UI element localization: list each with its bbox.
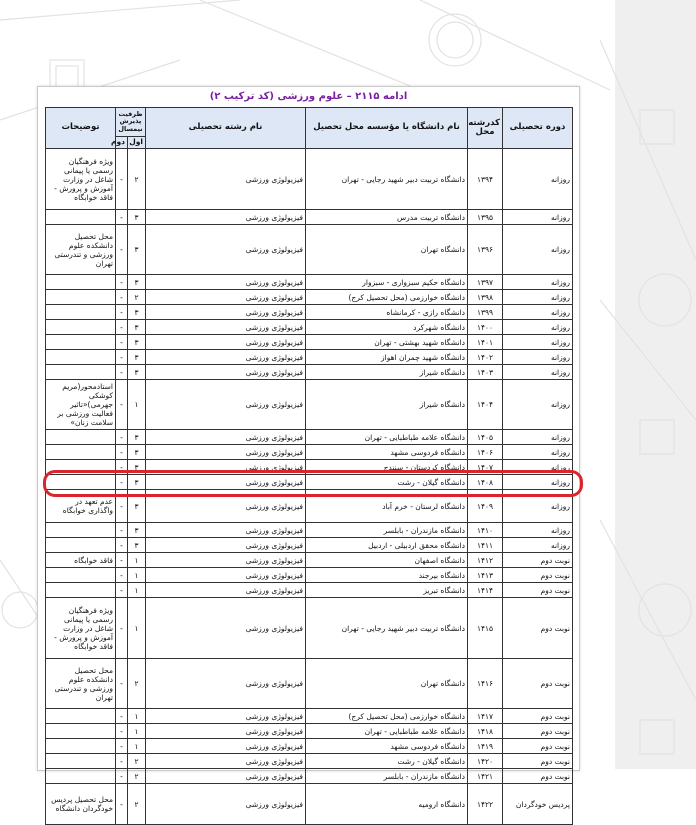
cell-period: نوبت دوم	[503, 769, 573, 784]
cell-first: ۳	[128, 305, 146, 320]
cell-notes	[46, 583, 116, 598]
cell-first: ۳	[128, 475, 146, 490]
cell-second: -	[116, 769, 128, 784]
cell-period: نوبت دوم	[503, 659, 573, 709]
cell-notes: استادمحور(مریم کوشکی جهرمی)«تاثیر فعالیت ورزشی بر سلامت زنان»	[46, 380, 116, 430]
cell-notes	[46, 475, 116, 490]
table-row	[46, 709, 573, 724]
cell-second: -	[116, 538, 128, 553]
cell-period: روزانه	[503, 275, 573, 290]
cell-first: ۳	[128, 350, 146, 365]
cell-second: -	[116, 335, 128, 350]
cell-first: ۱	[128, 724, 146, 739]
cell-field: فیزیولوژی ورزشی	[146, 583, 306, 598]
cell-period: روزانه	[503, 380, 573, 430]
cell-first: ۲	[128, 754, 146, 769]
cell-notes	[46, 275, 116, 290]
cell-field: فیزیولوژی ورزشی	[146, 769, 306, 784]
cell-field: فیزیولوژی ورزشی	[146, 149, 306, 210]
cell-university: دانشگاه تربیت دبیر شهید رجایی - تهران	[306, 598, 468, 659]
table-row	[46, 430, 573, 445]
cell-code: ۱۳۹۷	[468, 275, 503, 290]
cell-university: دانشگاه گیلان - رشت	[306, 754, 468, 769]
cell-field: فیزیولوژی ورزشی	[146, 365, 306, 380]
cell-code: ۱۴۰۵	[468, 430, 503, 445]
cell-period: روزانه	[503, 490, 573, 523]
cell-code: ۱۴۰۷	[468, 460, 503, 475]
admission-table	[45, 107, 573, 825]
cell-period: نوبت دوم	[503, 553, 573, 568]
cell-notes	[46, 754, 116, 769]
cell-university: دانشگاه تهران	[306, 225, 468, 275]
cell-period: نوبت دوم	[503, 568, 573, 583]
table-row	[46, 523, 573, 538]
cell-code: ۱۴۲۰	[468, 754, 503, 769]
cell-notes: محل تحصیل دانشکده علوم ورزشی و تندرستی تهران	[46, 225, 116, 275]
cell-second: -	[116, 365, 128, 380]
cell-field: فیزیولوژی ورزشی	[146, 305, 306, 320]
cell-first: ۱	[128, 380, 146, 430]
cell-notes	[46, 335, 116, 350]
cell-first: ۳	[128, 320, 146, 335]
cell-field: فیزیولوژی ورزشی	[146, 350, 306, 365]
cell-code: ۱۴۱۵	[468, 598, 503, 659]
table-row	[46, 305, 573, 320]
cell-code: ۱۴۰۶	[468, 445, 503, 460]
cell-first: ۳	[128, 538, 146, 553]
cell-notes	[46, 210, 116, 225]
cell-period: نوبت دوم	[503, 754, 573, 769]
cell-university: دانشگاه تبریز	[306, 583, 468, 598]
table-row	[46, 320, 573, 335]
cell-university: دانشگاه ارومیه	[306, 784, 468, 825]
table-row	[46, 538, 573, 553]
cell-field: فیزیولوژی ورزشی	[146, 553, 306, 568]
header-capacity: ظرفیت پذیرش نیمسال	[116, 108, 146, 137]
cell-notes	[46, 739, 116, 754]
cell-notes	[46, 320, 116, 335]
cell-second: -	[116, 598, 128, 659]
header-second: دوم	[116, 137, 128, 149]
table-row	[46, 475, 573, 490]
cell-code: ۱۴۱۴	[468, 583, 503, 598]
cell-second: -	[116, 724, 128, 739]
cell-university: دانشگاه مازندران - بابلسر	[306, 523, 468, 538]
table-row	[46, 659, 573, 709]
cell-first: ۱	[128, 553, 146, 568]
cell-period: روزانه	[503, 445, 573, 460]
cell-second: -	[116, 659, 128, 709]
cell-code: ۱۴۱۰	[468, 523, 503, 538]
cell-university: دانشگاه فردوسی مشهد	[306, 739, 468, 754]
cell-first: ۲	[128, 659, 146, 709]
cell-second: -	[116, 445, 128, 460]
table-row	[46, 445, 573, 460]
cell-first: ۳	[128, 225, 146, 275]
table-row	[46, 724, 573, 739]
cell-university: دانشگاه گیلان - رشت	[306, 475, 468, 490]
cell-second: -	[116, 320, 128, 335]
cell-code: ۱۴۰۸	[468, 475, 503, 490]
cell-field: فیزیولوژی ورزشی	[146, 290, 306, 305]
cell-period: روزانه	[503, 225, 573, 275]
cell-period: روزانه	[503, 320, 573, 335]
cell-code: ۱۳۹۴	[468, 149, 503, 210]
cell-field: فیزیولوژی ورزشی	[146, 568, 306, 583]
cell-university: دانشگاه شیراز	[306, 380, 468, 430]
cell-first: ۱	[128, 568, 146, 583]
cell-notes	[46, 365, 116, 380]
cell-code: ۱۴۰۳	[468, 365, 503, 380]
cell-second: -	[116, 784, 128, 825]
cell-period: روزانه	[503, 290, 573, 305]
cell-code: ۱۴۱۶	[468, 659, 503, 709]
cell-university: دانشگاه اصفهان	[306, 553, 468, 568]
cell-notes: محل تحصیل دانشکده علوم ورزشی و تندرستی تهران	[46, 659, 116, 709]
table-row	[46, 380, 573, 430]
cell-period: پردیس خودگردان	[503, 784, 573, 825]
cell-university: دانشگاه شیراز	[306, 365, 468, 380]
cell-period: روزانه	[503, 210, 573, 225]
table-body	[46, 149, 573, 825]
cell-field: فیزیولوژی ورزشی	[146, 335, 306, 350]
table-row	[46, 225, 573, 275]
cell-code: ۱۴۲۲	[468, 784, 503, 825]
cell-field: فیزیولوژی ورزشی	[146, 598, 306, 659]
cell-university: دانشگاه مازندران - بابلسر	[306, 769, 468, 784]
cell-code: ۱۳۹۸	[468, 290, 503, 305]
cell-notes	[46, 460, 116, 475]
document-page	[37, 86, 580, 813]
cell-notes	[46, 709, 116, 724]
cell-first: ۳	[128, 490, 146, 523]
header-notes: توضیحات	[46, 108, 116, 149]
cell-code: ۱۳۹۹	[468, 305, 503, 320]
cell-university: دانشگاه حکیم سبزواری - سبزوار	[306, 275, 468, 290]
cell-period: نوبت دوم	[503, 709, 573, 724]
cell-notes	[46, 305, 116, 320]
cell-second: -	[116, 149, 128, 210]
cell-university: دانشگاه فردوسی مشهد	[306, 445, 468, 460]
cell-university: دانشگاه تربیت دبیر شهید رجایی - تهران	[306, 149, 468, 210]
cell-first: ۲	[128, 290, 146, 305]
cell-code: ۱۴۱۷	[468, 709, 503, 724]
table-row	[46, 350, 573, 365]
header-first: اول	[128, 137, 146, 149]
cell-field: فیزیولوژی ورزشی	[146, 538, 306, 553]
cell-code: ۱۴۱۱	[468, 538, 503, 553]
cell-field: فیزیولوژی ورزشی	[146, 475, 306, 490]
cell-notes	[46, 350, 116, 365]
cell-period: روزانه	[503, 305, 573, 320]
cell-second: -	[116, 225, 128, 275]
cell-period: روزانه	[503, 350, 573, 365]
cell-notes: محل تحصیل پردیس خودگردان دانشگاه	[46, 784, 116, 825]
cell-first: ۳	[128, 365, 146, 380]
cell-code: ۱۴۰۰	[468, 320, 503, 335]
cell-first: ۲	[128, 149, 146, 210]
cell-period: نوبت دوم	[503, 583, 573, 598]
table-row	[46, 275, 573, 290]
cell-university: دانشگاه محقق اردبیلی - اردبیل	[306, 538, 468, 553]
cell-second: -	[116, 475, 128, 490]
cell-code: ۱۴۲۱	[468, 769, 503, 784]
cell-university: دانشگاه خوارزمی (محل تحصیل کرج)	[306, 290, 468, 305]
cell-university: دانشگاه تربیت مدرس	[306, 210, 468, 225]
cell-first: ۲	[128, 769, 146, 784]
cell-second: -	[116, 350, 128, 365]
cell-code: ۱۴۱۲	[468, 553, 503, 568]
cell-first: ۱	[128, 598, 146, 659]
cell-field: فیزیولوژی ورزشی	[146, 523, 306, 538]
cell-notes: ویژه فرهنگیان رسمی یا پیمانی شاغل در وزارت آموزش و پرورش - فاقد خوابگاه	[46, 149, 116, 210]
cell-period: روزانه	[503, 335, 573, 350]
header-code: کدرشته محل	[468, 108, 503, 149]
cell-first: ۱	[128, 709, 146, 724]
cell-code: ۱۴۰۲	[468, 350, 503, 365]
cell-university: دانشگاه لرستان - خرم آباد	[306, 490, 468, 523]
cell-field: فیزیولوژی ورزشی	[146, 709, 306, 724]
cell-university: دانشگاه کردستان - سنندج	[306, 460, 468, 475]
header-field: نام رشته تحصیلی	[146, 108, 306, 149]
cell-second: -	[116, 275, 128, 290]
cell-field: فیزیولوژی ورزشی	[146, 754, 306, 769]
cell-second: -	[116, 460, 128, 475]
cell-second: -	[116, 490, 128, 523]
cell-first: ۳	[128, 335, 146, 350]
cell-second: -	[116, 583, 128, 598]
cell-notes: عدم تعهد در واگذاری خوابگاه	[46, 490, 116, 523]
table-row	[46, 290, 573, 305]
cell-first: ۳	[128, 275, 146, 290]
cell-field: فیزیولوژی ورزشی	[146, 784, 306, 825]
cell-second: -	[116, 430, 128, 445]
cell-university: دانشگاه شهید بهشتی - تهران	[306, 335, 468, 350]
table-row	[46, 335, 573, 350]
cell-notes	[46, 724, 116, 739]
cell-notes	[46, 538, 116, 553]
cell-code: ۱۴۰۱	[468, 335, 503, 350]
table-row	[46, 365, 573, 380]
cell-field: فیزیولوژی ورزشی	[146, 739, 306, 754]
header-university: نام دانشگاه یا مؤسسه محل تحصیل	[306, 108, 468, 149]
cell-university: دانشگاه علامه طباطبایی - تهران	[306, 430, 468, 445]
cell-period: روزانه	[503, 430, 573, 445]
cell-field: فیزیولوژی ورزشی	[146, 210, 306, 225]
page-title: ادامه ۲۱۱۵ – علوم ورزشی (کد ترکیب ۲)	[209, 91, 408, 102]
cell-university: دانشگاه علامه طباطبایی - تهران	[306, 724, 468, 739]
cell-notes	[46, 523, 116, 538]
cell-university: دانشگاه خوارزمی (محل تحصیل کرج)	[306, 709, 468, 724]
cell-second: -	[116, 739, 128, 754]
cell-period: روزانه	[503, 523, 573, 538]
cell-second: -	[116, 709, 128, 724]
cell-second: -	[116, 380, 128, 430]
cell-field: فیزیولوژی ورزشی	[146, 275, 306, 290]
cell-period: روزانه	[503, 460, 573, 475]
cell-code: ۱۳۹۶	[468, 225, 503, 275]
cell-code: ۱۴۱۹	[468, 739, 503, 754]
cell-field: فیزیولوژی ورزشی	[146, 724, 306, 739]
cell-first: ۳	[128, 445, 146, 460]
cell-code: ۱۴۱۳	[468, 568, 503, 583]
cell-second: -	[116, 210, 128, 225]
cell-field: فیزیولوژی ورزشی	[146, 380, 306, 430]
cell-notes: فاقد خوابگاه	[46, 553, 116, 568]
cell-code: ۱۴۰۴	[468, 380, 503, 430]
cell-notes	[46, 445, 116, 460]
cell-notes	[46, 568, 116, 583]
cell-code: ۱۴۱۸	[468, 724, 503, 739]
cell-second: -	[116, 754, 128, 769]
cell-second: -	[116, 553, 128, 568]
cell-field: فیزیولوژی ورزشی	[146, 445, 306, 460]
cell-second: -	[116, 568, 128, 583]
cell-university: دانشگاه شهرکرد	[306, 320, 468, 335]
cell-university: دانشگاه رازی - کرمانشاه	[306, 305, 468, 320]
cell-field: فیزیولوژی ورزشی	[146, 225, 306, 275]
cell-first: ۱	[128, 583, 146, 598]
cell-code: ۱۳۹۵	[468, 210, 503, 225]
cell-university: دانشگاه شهید چمران اهواز	[306, 350, 468, 365]
cell-period: روزانه	[503, 475, 573, 490]
table-row	[46, 149, 573, 210]
table-row	[46, 769, 573, 784]
cell-period: نوبت دوم	[503, 739, 573, 754]
cell-university: دانشگاه تهران	[306, 659, 468, 709]
cell-first: ۱	[128, 739, 146, 754]
cell-code: ۱۴۰۹	[468, 490, 503, 523]
table-row	[46, 553, 573, 568]
cell-period: نوبت دوم	[503, 724, 573, 739]
table-row	[46, 583, 573, 598]
cell-period: نوبت دوم	[503, 598, 573, 659]
cell-notes	[46, 430, 116, 445]
cell-second: -	[116, 305, 128, 320]
cell-second: -	[116, 523, 128, 538]
header-period: دوره تحصیلی	[503, 108, 573, 149]
cell-university: دانشگاه بیرجند	[306, 568, 468, 583]
table-row	[46, 460, 573, 475]
cell-notes	[46, 769, 116, 784]
cell-notes: ویژه فرهنگیان رسمی یا پیمانی شاغل در وزارت آموزش و پرورش - فاقد خوابگاه	[46, 598, 116, 659]
cell-first: ۳	[128, 460, 146, 475]
cell-period: روزانه	[503, 538, 573, 553]
cell-field: فیزیولوژی ورزشی	[146, 460, 306, 475]
table-row	[46, 739, 573, 754]
cell-first: ۳	[128, 430, 146, 445]
table-row	[46, 490, 573, 523]
table-row	[46, 598, 573, 659]
cell-first: ۳	[128, 210, 146, 225]
cell-notes	[46, 290, 116, 305]
cell-field: فیزیولوژی ورزشی	[146, 320, 306, 335]
table-row	[46, 210, 573, 225]
table-row	[46, 754, 573, 769]
table-row	[46, 784, 573, 825]
cell-period: روزانه	[503, 365, 573, 380]
cell-first: ۳	[128, 523, 146, 538]
cell-field: فیزیولوژی ورزشی	[146, 659, 306, 709]
cell-first: ۲	[128, 784, 146, 825]
cell-second: -	[116, 290, 128, 305]
cell-period: روزانه	[503, 149, 573, 210]
cell-field: فیزیولوژی ورزشی	[146, 430, 306, 445]
cell-field: فیزیولوژی ورزشی	[146, 490, 306, 523]
table-row	[46, 568, 573, 583]
